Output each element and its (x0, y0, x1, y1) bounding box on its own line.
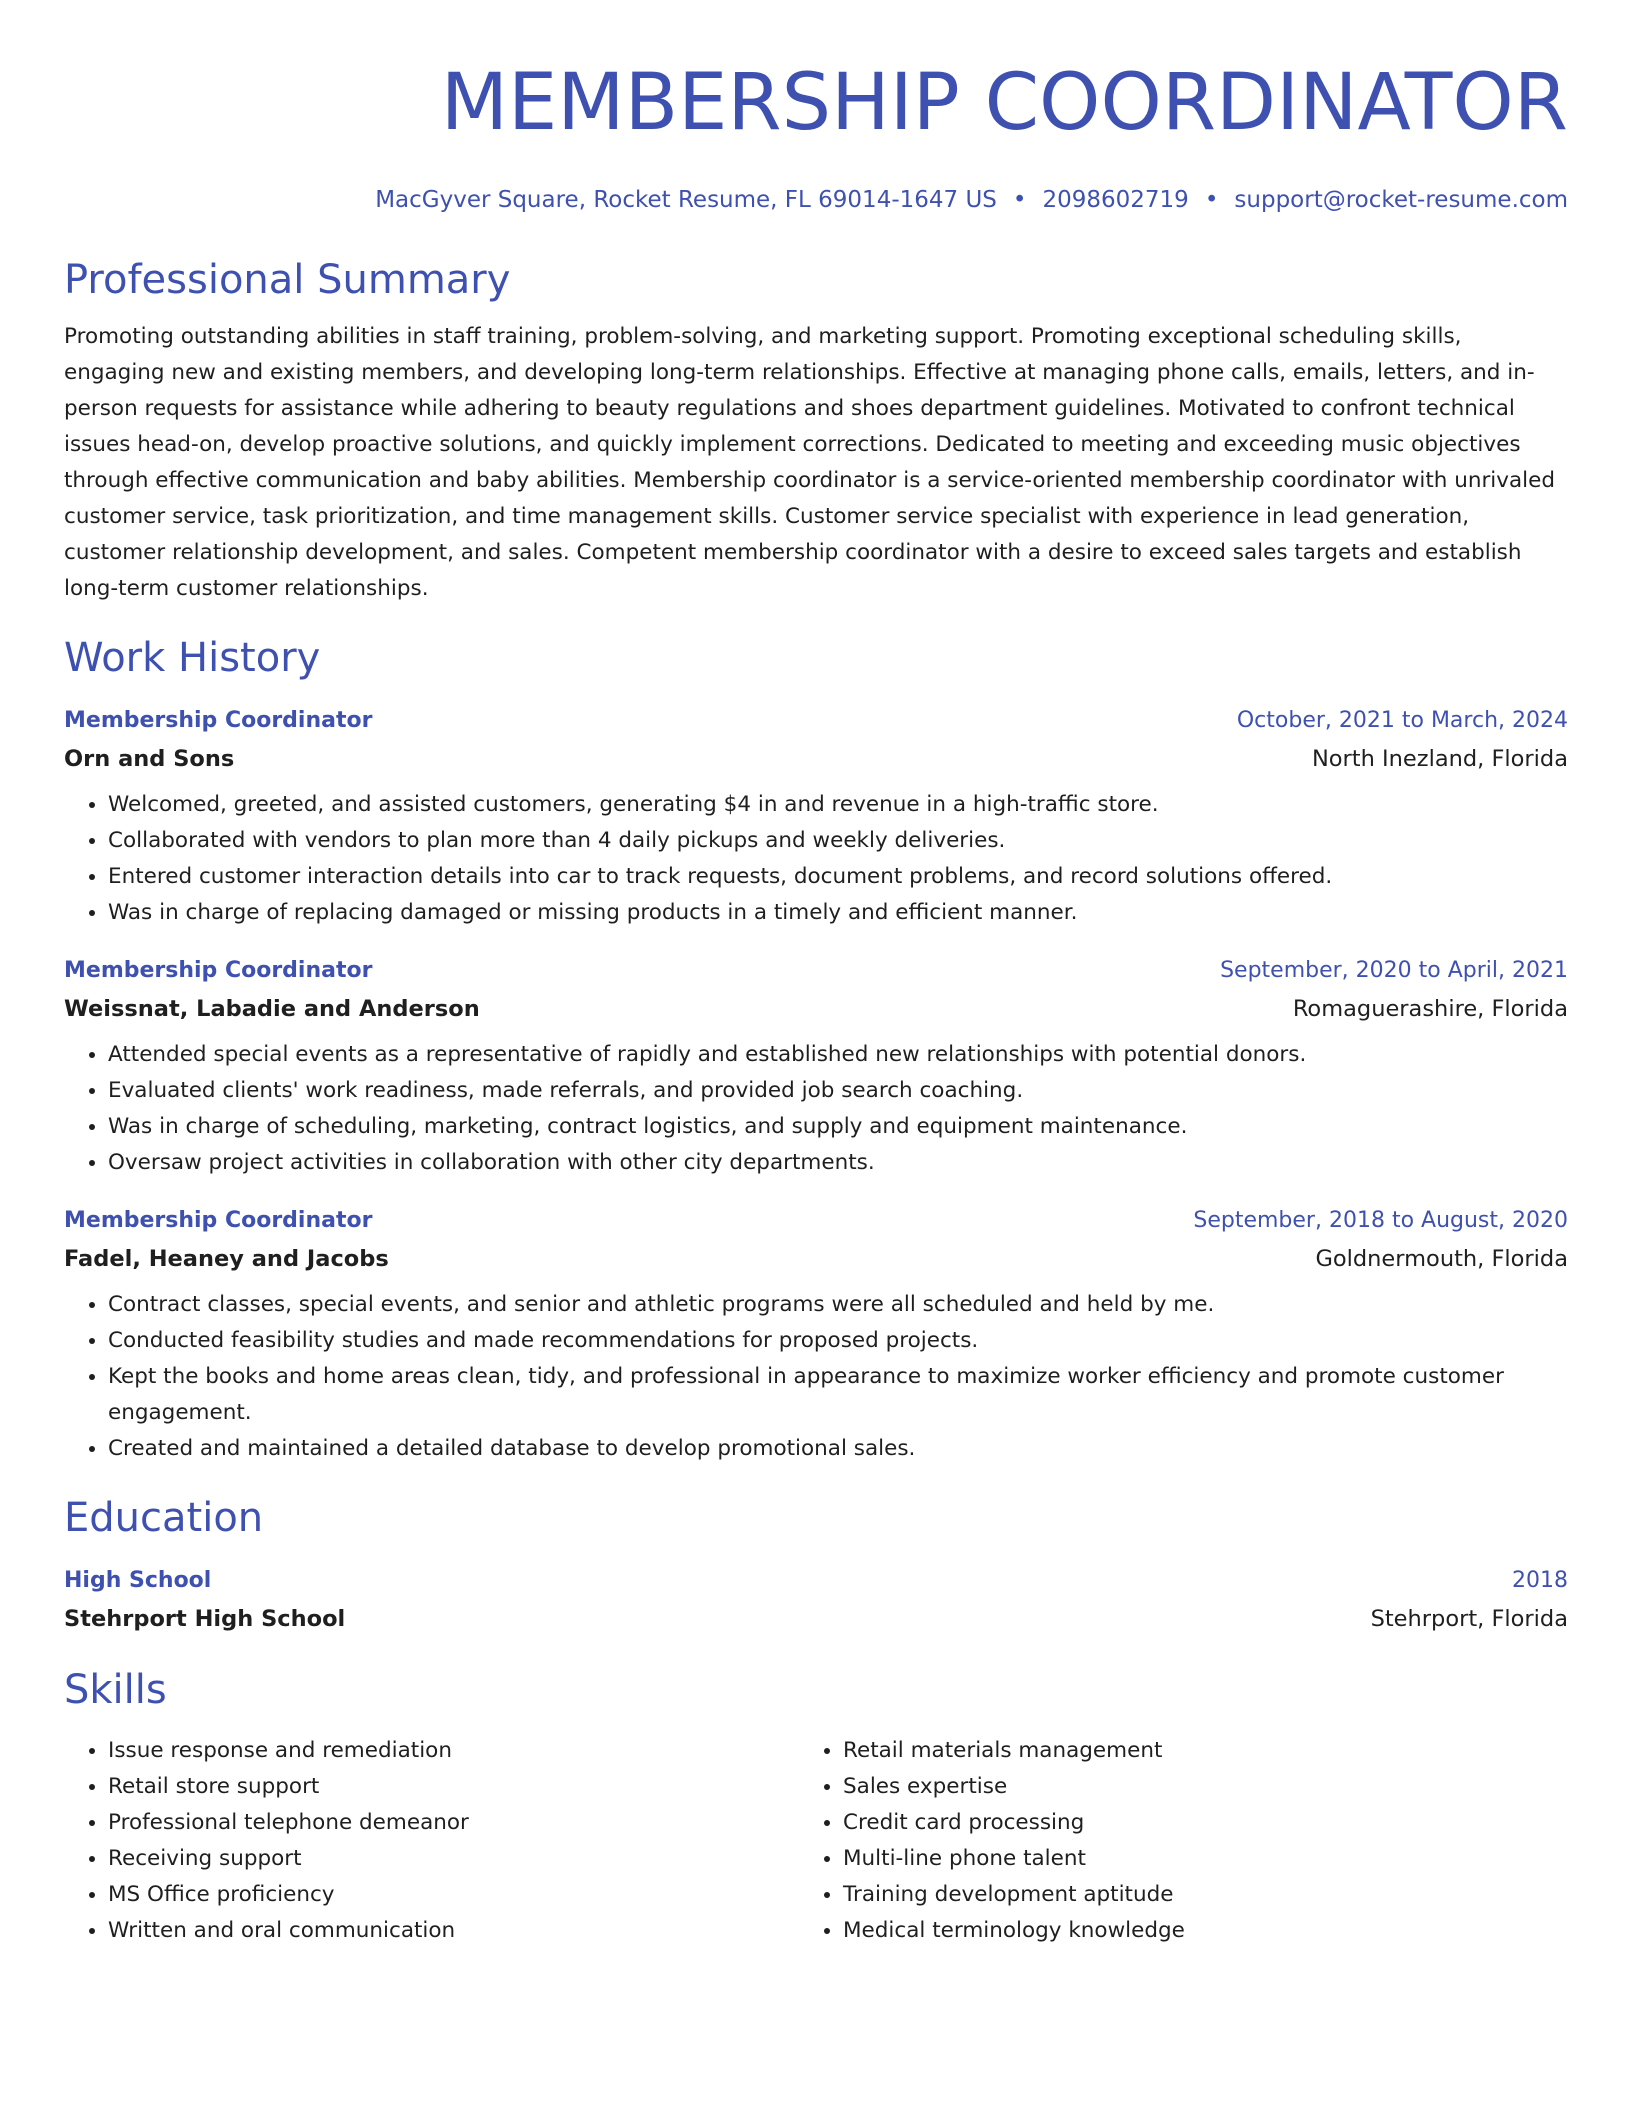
job-location: Goldnermouth, Florida (1315, 1246, 1568, 1272)
skill-item: • Receiving support (108, 1841, 799, 1877)
skill-item: • Sales expertise (843, 1769, 1534, 1805)
contact-separator: • (1204, 187, 1219, 213)
skill-item: • Training development aptitude (843, 1877, 1534, 1913)
education-degree: High School (64, 1568, 212, 1593)
job-title: Membership Coordinator (64, 958, 373, 983)
contact-address: MacGyver Square, Rocket Resume, FL 69014-1647 US (375, 187, 997, 213)
job-dates: September, 2018 to August, 2020 (1193, 1208, 1568, 1233)
skill-item: • Written and oral communication (108, 1913, 799, 1949)
job-dates: October, 2021 to March, 2024 (1236, 708, 1568, 733)
job-entry (64, 1203, 1568, 1467)
job-bullet: • Was in charge of replacing damaged or missing products in a timely and efficient manner. (108, 895, 1568, 931)
skill-item: • Medical terminology knowledge (843, 1913, 1534, 1949)
job-title: Membership Coordinator (64, 1208, 373, 1233)
contact-email: support@rocket-resume.com (1234, 187, 1568, 213)
job-bullet: • Created and maintained a detailed database to develop promotional sales. (108, 1431, 1568, 1467)
job-entry (64, 703, 1568, 931)
job-bullets (64, 787, 1568, 931)
job-bullet: • Kept the books and home areas clean, tidy, and professional in appearance to maximize worker efficiency and promote customer engagement. (108, 1359, 1568, 1431)
education-entry (64, 1563, 1568, 1639)
work-history-heading: Work History (64, 635, 321, 681)
job-entry (64, 953, 1568, 1181)
job-bullet: • Entered customer interaction details into car to track requests, document problems, and record solutions offered. (108, 859, 1568, 895)
contact-line (64, 185, 1568, 215)
contact-separator: • (1012, 187, 1027, 213)
job-bullet: • Contract classes, special events, and senior and athletic programs were all scheduled and held by me. (108, 1287, 1568, 1323)
education-location: Stehrport, Florida (1370, 1606, 1568, 1632)
job-location: Romaguerashire, Florida (1292, 996, 1568, 1022)
skill-item: • MS Office proficiency (108, 1877, 799, 1913)
education-school: Stehrport High School (64, 1606, 346, 1632)
job-bullets (64, 1037, 1568, 1181)
skill-item: • Issue response and remediation (108, 1733, 799, 1769)
education-heading: Education (64, 1495, 264, 1541)
job-bullet: • Was in charge of scheduling, marketing, contract logistics, and supply and equipment maintenance. (108, 1109, 1568, 1145)
summary-heading: Professional Summary (64, 257, 511, 303)
candidate-name: MEMBERSHIP COORDINATOR (440, 58, 1568, 148)
job-dates: September, 2020 to April, 2021 (1220, 958, 1568, 983)
job-company: Weissnat, Labadie and Anderson (64, 996, 480, 1022)
job-bullet: • Conducted feasibility studies and made recommendations for proposed projects. (108, 1323, 1568, 1359)
job-bullet: • Collaborated with vendors to plan more than 4 daily pickups and weekly deliveries. (108, 823, 1568, 859)
job-title: Membership Coordinator (64, 708, 373, 733)
skill-item: • Professional telephone demeanor (108, 1805, 799, 1841)
job-company: Fadel, Heaney and Jacobs (64, 1246, 389, 1272)
summary-text: Promoting outstanding abilities in staff training, problem-solving, and marketing support. Promoting exceptional scheduling skills, engaging new and existing members, and developing long-term relationships. Effective at managing phone calls, emails, letters, and in-person requests for assistance while adhering to beauty regulations and shoes department guidelines. Motivated to confront technical issues head-on, develop proactive solutions, and quickly implement corrections. Dedicated to meeting and exceeding music objectives through effective communication and baby abilities. Membership coordinator is a service-oriented membership coordinator with unrivaled customer service, task prioritization, and time management skills. Customer service specialist with experience in lead generation, customer relationship development, and sales. Competent membership coordinator with a desire to exceed sales targets and establish long-term customer relationships. (64, 324, 1556, 601)
skills-list-right (799, 1733, 1534, 1949)
job-bullet: • Welcomed, greeted, and assisted customers, generating $4 in and revenue in a high-traffic store. (108, 787, 1568, 823)
skills-heading: Skills (64, 1667, 167, 1713)
skills-columns (64, 1733, 1568, 1949)
skill-item: • Retail materials management (843, 1733, 1534, 1769)
skill-item: • Credit card processing (843, 1805, 1534, 1841)
job-bullet: • Oversaw project activities in collaboration with other city departments. (108, 1145, 1568, 1181)
skill-item: • Retail store support (108, 1769, 799, 1805)
job-bullet: • Attended special events as a representative of rapidly and established new relationships with potential donors. (108, 1037, 1568, 1073)
job-bullet: • Evaluated clients' work readiness, made referrals, and provided job search coaching. (108, 1073, 1568, 1109)
job-company: Orn and Sons (64, 746, 235, 772)
contact-phone: 2098602719 (1042, 187, 1189, 213)
education-year: 2018 (1512, 1568, 1568, 1593)
job-location: North Inezland, Florida (1311, 746, 1568, 772)
skill-item: • Multi-line phone talent (843, 1841, 1534, 1877)
skills-list-left (64, 1733, 799, 1949)
job-bullets (64, 1287, 1568, 1467)
